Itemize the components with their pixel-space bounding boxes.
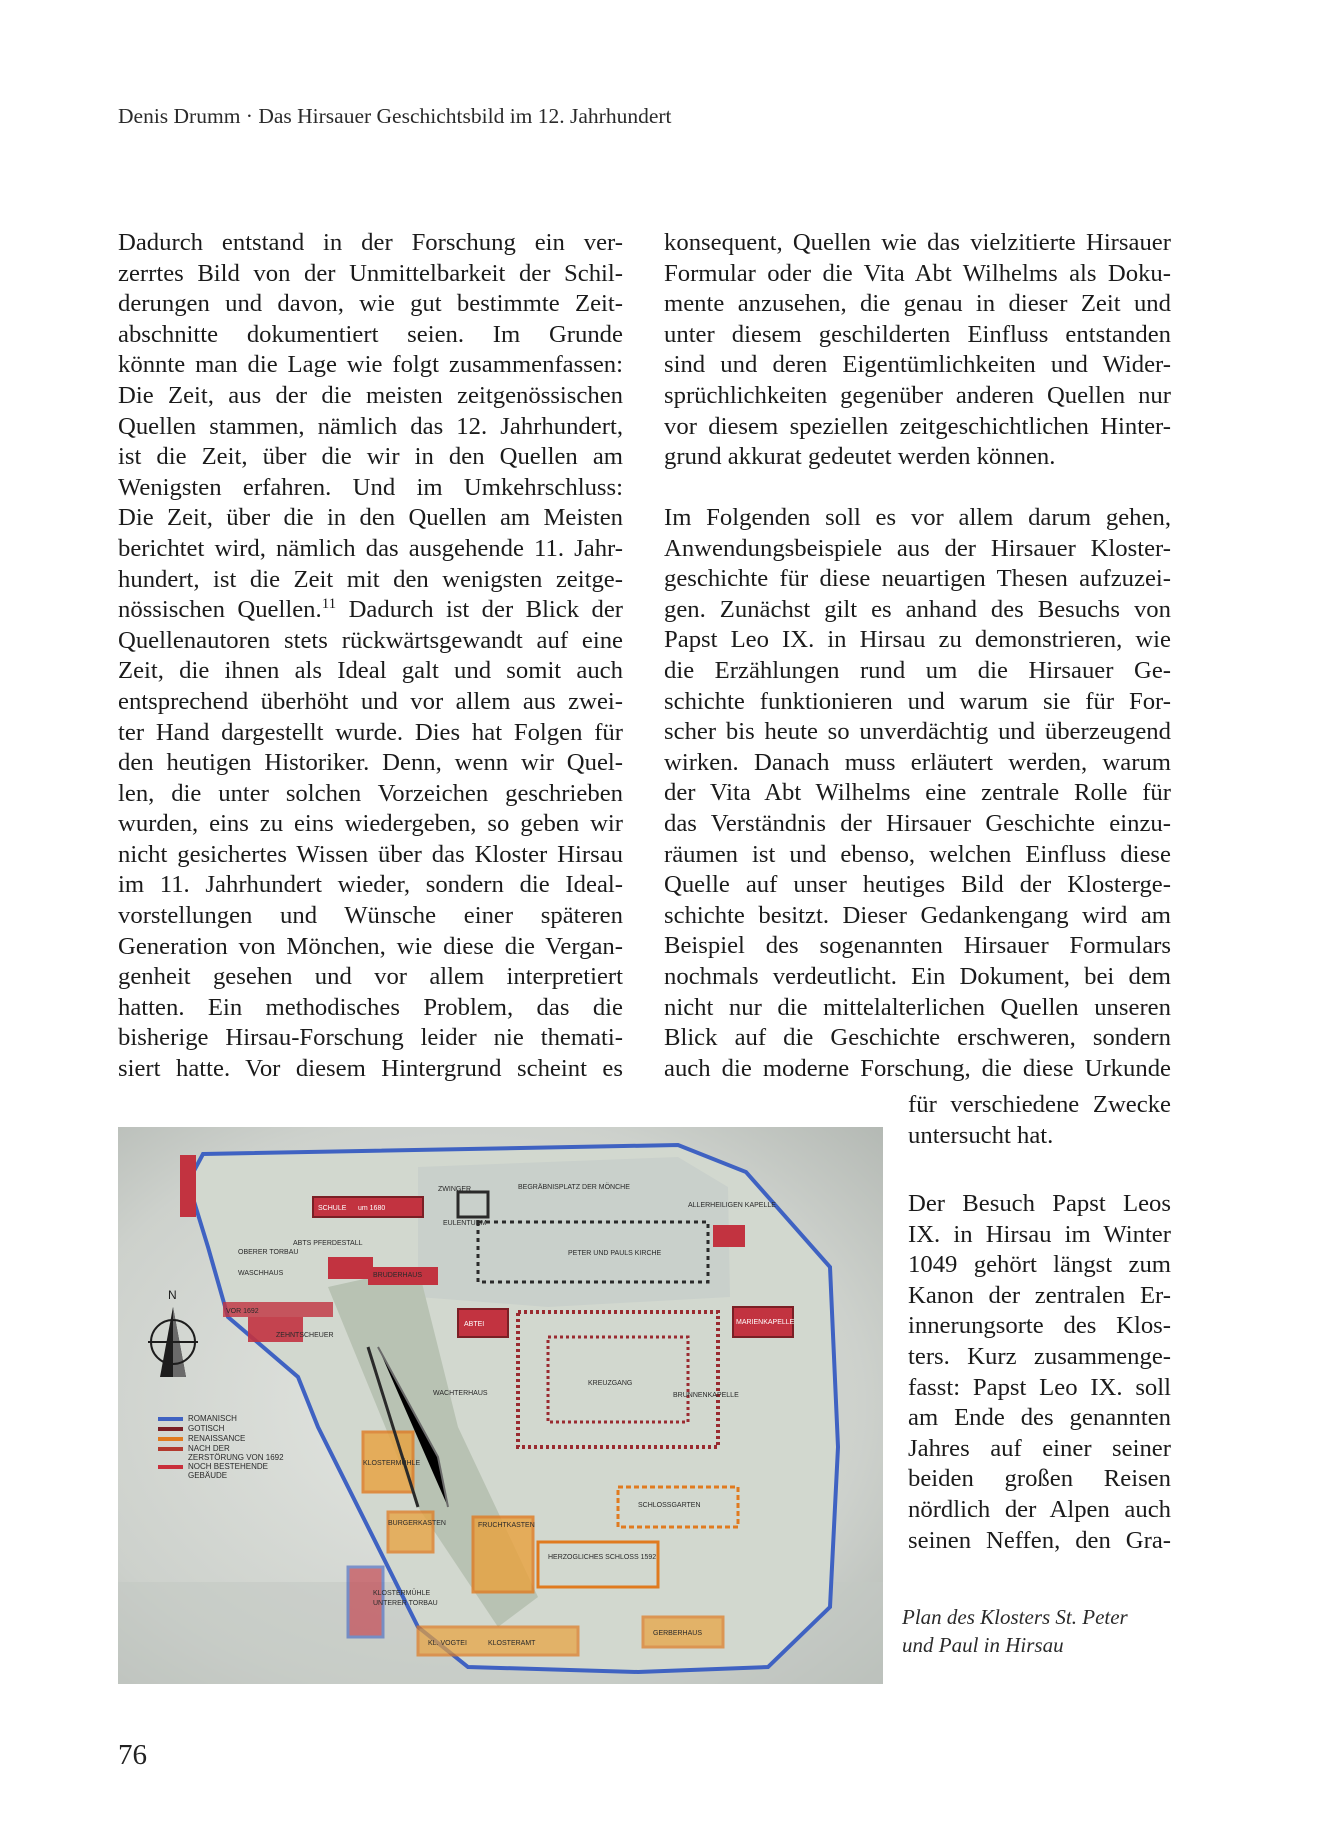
map-label: um 1680 (358, 1205, 386, 1212)
text-line: Beispiel des sogenannten Hirsauer Formulars (664, 932, 1171, 960)
map-label: ABTEI (464, 1321, 485, 1328)
map-label: SCHULE (318, 1205, 347, 1212)
map-label: KLOSTERMÜHLE (373, 1590, 431, 1597)
text-line: siert hatte. Vor diesem Hintergrund scheint es (118, 1055, 623, 1083)
text-line: innerungsorte des Klos- (908, 1312, 1171, 1340)
text-line: nördlich der Alpen auch (908, 1495, 1171, 1523)
text-line: vor diesem speziellen zeitgeschichtlichen Hinter- (664, 412, 1171, 440)
page-number: 76 (118, 1739, 147, 1771)
text-line: len, die unter solchen Vorzeichen geschrieben (118, 779, 623, 807)
text-line: Die Zeit, aus der die meisten zeitgenössischen (118, 381, 623, 409)
text-line: untersucht hat. (908, 1121, 1054, 1149)
text-line: unter diesem geschilderten Einfluss entstanden (664, 320, 1171, 348)
text-line: Jahres auf einer seiner (908, 1434, 1171, 1462)
text-fragment: nössischen Quellen. (118, 596, 322, 624)
text-line: Blick auf die Geschichte erschweren, sondern (664, 1024, 1171, 1052)
legend-swatch (158, 1447, 183, 1451)
text-line: genheit gesehen und vor allem interpretiert (118, 963, 623, 991)
map-label: ZWINGER (438, 1186, 472, 1193)
text-line: bisherige Hirsau-Forschung leider nie themati- (118, 1024, 623, 1052)
caption-line: Plan des Klosters St. Peter (902, 1605, 1128, 1629)
map-label: FRUCHTKASTEN (478, 1522, 535, 1529)
text-line: nicht gesichertes Wissen über das Kloster Hirsau (118, 840, 623, 868)
legend-label: NACH DER (188, 1444, 230, 1453)
text-line: schichte funktionieren und warum sie für For- (664, 687, 1171, 715)
map-label: ABTS PFERDESTALL (293, 1240, 363, 1247)
map-label: KREUZGANG (588, 1380, 633, 1387)
map-label: BEGRÄBNISPLATZ DER MÖNCHE (518, 1184, 630, 1191)
text-line: Quellenautoren stets rückwärtsgewandt auf eine (118, 626, 623, 654)
text-line: auch die moderne Forschung, die diese Urkunde (664, 1054, 1171, 1082)
text-line: fasst: Papst Leo IX. soll (908, 1373, 1171, 1401)
legend-swatch (158, 1427, 183, 1431)
map-label: KLOSTERAMT (488, 1640, 536, 1647)
text-line: vorstellungen und Wünsche einer späteren (118, 902, 623, 930)
legend-swatch (158, 1437, 183, 1441)
right-column-paragraph-3 (908, 1189, 1171, 1556)
text-line: scher bis heute so unverdächtig und überzeugend (664, 718, 1171, 746)
text-line: hatten. Ein methodisches Problem, das die (118, 993, 623, 1021)
right-column-paragraph-1 (664, 228, 1171, 473)
north-label: N (168, 1288, 177, 1302)
text-line: könnte man die Lage wie folgt zusammenfassen: (118, 351, 623, 379)
text-line: IX. in Hirsau im Winter (908, 1220, 1171, 1248)
text-line: der Vita Abt Wilhelms eine zentrale Rolle für (664, 779, 1171, 807)
text-line: den heutigen Historiker. Denn, wenn wir Quel- (118, 749, 623, 777)
legend-label: ZERSTÖRUNG VON 1692 (188, 1453, 284, 1462)
text-line: hundert, ist die Zeit mit den wenigsten zeitge- (118, 565, 623, 593)
church-area (418, 1157, 730, 1307)
text-line: grund akkurat gedeutet werden können. (664, 443, 1056, 471)
right-column-paragraph-2 (664, 503, 1171, 1084)
text-line: mente anzusehen, die genau in dieser Zeit und (664, 290, 1171, 318)
legend-swatch (158, 1465, 183, 1469)
right-column-wrapped-text (908, 1090, 1171, 1151)
legend-swatch (158, 1417, 183, 1421)
text-line: zerrtes Bild von der Unmittelbarkeit der Schil- (118, 259, 623, 287)
text-line: seinen Neffen, den Gra- (908, 1526, 1171, 1554)
map-label: KL. VOGTEI (428, 1640, 467, 1647)
text-line: Papst Leo IX. in Hirsau zu demonstrieren, wie (664, 626, 1171, 654)
text-line: nicht nur die mittelalterlichen Quellen unseren (664, 993, 1171, 1021)
text-line: nochmals verdeutlicht. Ein Dokument, bei dem (664, 962, 1171, 990)
text-line: Wenigsten erfahren. Und im Umkehrschluss: (118, 473, 623, 501)
text-line: geschichte für diese neuartigen Thesen aufzuzei- (664, 565, 1171, 593)
map-label: HERZOGLICHES SCHLOSS 1592 (548, 1554, 657, 1561)
monastery-plan-map (118, 1127, 883, 1684)
legend-label: GEBÄUDE (188, 1471, 228, 1480)
map-label: WASCHHAUS (238, 1270, 284, 1277)
legend-label: RENAISSANCE (188, 1434, 246, 1443)
map-label: EULENTURM (443, 1220, 487, 1227)
text-line: die Erzählungen rund um die Hirsauer Ge- (664, 656, 1171, 684)
text-line: Quelle auf unser heutiges Bild der Klosterge- (664, 871, 1171, 899)
text-line: wirken. Danach muss erläutert werden, warum (664, 748, 1171, 776)
text-line: Zeit, die ihnen als Ideal galt und somit auch (118, 657, 623, 685)
text-line: sind und deren Eigentümlichkeiten und Wider- (664, 351, 1171, 379)
map-label: BURGERKASTEN (388, 1520, 446, 1527)
text-line: sprüchlichkeiten gegenüber anderen Quellen nur (664, 381, 1171, 409)
running-head: Denis Drumm · Das Hirsauer Geschichtsbild im 12. Jahrhundert (118, 104, 672, 128)
building-red (180, 1155, 196, 1217)
text-line: ters. Kurz zusammenge- (908, 1342, 1171, 1370)
text-line: gen. Zunächst gilt es anhand des Besuchs von (664, 595, 1171, 623)
text-line: wurden, eins zu eins wiedergeben, so geben wir (118, 810, 623, 838)
map-label: SCHLOSSGARTEN (638, 1502, 701, 1509)
building-red (713, 1225, 745, 1247)
legend-label: ROMANISCH (188, 1414, 237, 1423)
map-label: PETER UND PAULS KIRCHE (568, 1250, 662, 1257)
text-line: Dadurch entstand in der Forschung ein ver- (118, 229, 623, 256)
legend-label: GOTISCH (188, 1424, 225, 1433)
text-fragment: Dadurch ist der Blick der (348, 596, 624, 624)
text-line: derungen und davon, wie gut bestimmte Zeit- (118, 290, 623, 318)
text-line: am Ende des genannten (908, 1404, 1171, 1432)
text-line-with-footnote (118, 595, 623, 626)
map-label: BRUNNENKAPELLE (673, 1392, 739, 1399)
text-line: Quellen stammen, nämlich das 12. Jahrhundert, (118, 412, 623, 440)
map-label: GERBERHAUS (653, 1630, 703, 1637)
text-line: Generation von Mönchen, wie diese die Vergan- (118, 932, 623, 960)
text-line: Die Zeit, über die in den Quellen am Meisten (118, 504, 623, 532)
text-line: konsequent, Quellen wie das vielzitierte Hirsauer (664, 229, 1171, 256)
text-line: Kanon der zentralen Er- (908, 1281, 1171, 1309)
caption-line: und Paul in Hirsau (902, 1633, 1064, 1657)
footnote-reference[interactable]: 11 (321, 596, 337, 613)
map-label: BRUDERHAUS (373, 1272, 423, 1279)
text-line: Im Folgenden soll es vor allem darum gehen, (664, 504, 1171, 531)
building-burgerkasten (388, 1512, 433, 1552)
map-label: WACHTERHAUS (433, 1390, 488, 1397)
text-line: das Verständnis der Hirsauer Geschichte einzu- (664, 809, 1171, 837)
map-label: ALLERHEILIGEN KAPELLE (688, 1202, 776, 1209)
text-line: 1049 gehört längst zum (908, 1251, 1171, 1279)
map-label: KLOSTERMÜHLE (363, 1460, 421, 1467)
text-line: schichte besitzt. Dieser Gedankengang wird am (664, 901, 1171, 929)
text-line: Anwendungsbeispiele aus der Hirsauer Kloster- (664, 534, 1171, 562)
text-line: beiden großen Reisen (908, 1465, 1171, 1493)
text-line: berichtet wird, nämlich das ausgehende 11. Jahr- (118, 534, 623, 562)
text-line: Der Besuch Papst Leos (908, 1190, 1171, 1217)
text-line: ter Hand dargestellt wurde. Dies hat Folgen für (118, 718, 623, 746)
monastery-plan-figure (118, 1127, 883, 1684)
left-column (118, 228, 623, 1085)
text-line: räumen ist und ebenso, welchen Einfluss diese (664, 840, 1171, 868)
text-line: abschnitte dokumentiert seien. Im Grunde (118, 320, 623, 348)
text-line: Formular oder die Vita Abt Wilhelms als Doku- (664, 259, 1171, 287)
map-label: UNTERER TORBAU (373, 1600, 438, 1607)
legend-label: NOCH BESTEHENDE (188, 1462, 269, 1471)
map-label: ZEHNTSCHEUER (276, 1332, 334, 1339)
figure-caption (902, 1603, 1162, 1659)
text-line: entsprechend überhöht und vor allem aus zwei- (118, 687, 623, 715)
map-label: VOR 1692 (226, 1308, 259, 1315)
text-line: für verschiedene Zwecke (908, 1091, 1171, 1118)
text-line: ist die Zeit, über die wir in den Quellen am (118, 443, 623, 471)
building-red (328, 1257, 373, 1279)
map-label: OBERER TORBAU (238, 1249, 299, 1256)
map-label: MARIENKAPELLE (736, 1319, 795, 1326)
text-line: im 11. Jahrhundert wieder, sondern die Ideal- (118, 871, 623, 899)
